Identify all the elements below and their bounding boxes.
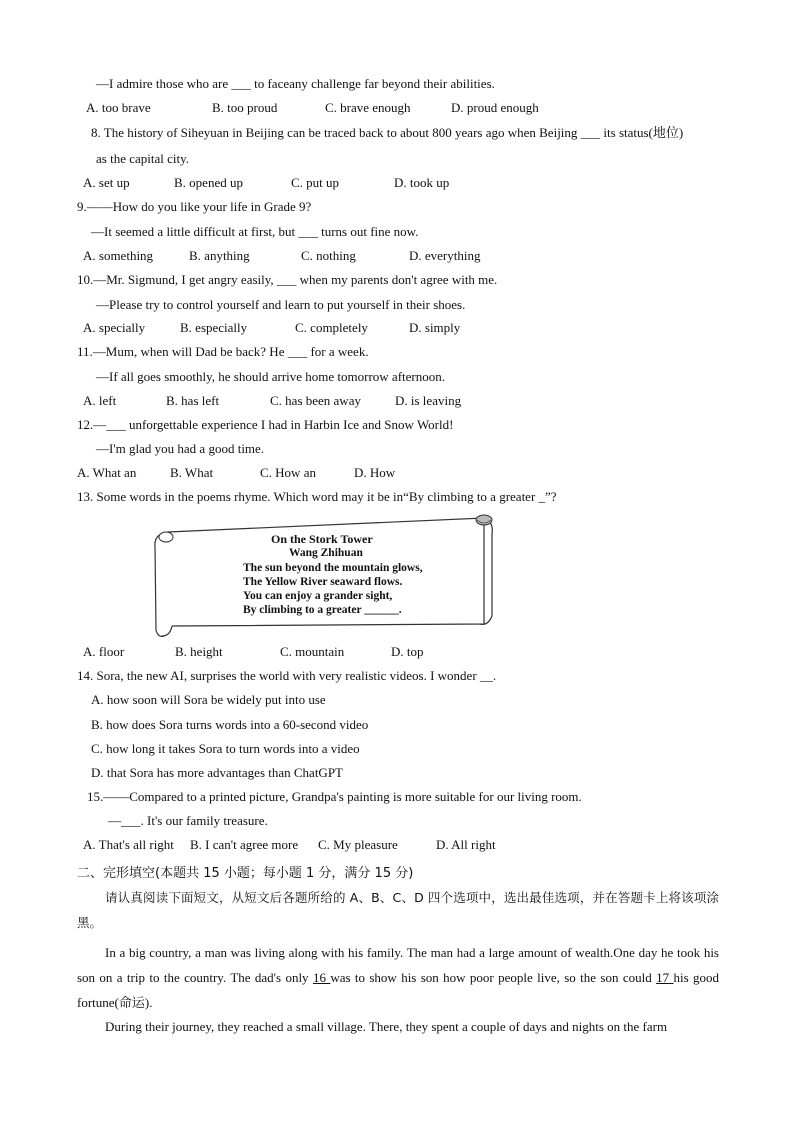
q11-stem: 11.—Mum, when will Dad be back? He ___ for a week. (77, 344, 369, 359)
q13-stem: 13. Some words in the poems rhyme. Which word may it be in“By climbing to a greater _”? (77, 489, 557, 504)
poem-line: The Yellow River seaward flows. (243, 575, 403, 588)
q14-option-a: A. how soon will Sora be widely put into use (91, 692, 326, 707)
q8-option-a: A. set up (83, 175, 130, 190)
q15-option-c: C. My pleasure (318, 837, 398, 852)
q11-reply: —If all goes smoothly, he should arrive home tomorrow afternoon. (96, 369, 445, 384)
q6-reply: —I admire those who are ___ to faceany challenge far beyond their abilities. (96, 76, 495, 91)
q9-option-d: D. everything (409, 248, 481, 263)
q9-option-b: B. anything (189, 248, 250, 263)
q15-option-a: A. That's all right (83, 837, 174, 852)
q13-option-d: D. top (391, 644, 424, 659)
q15-stem: 15.——Compared to a printed picture, Grandpa's painting is more suitable for our living room. (87, 789, 582, 804)
q12-option-b: B. What (170, 465, 214, 480)
q9-reply: —It seemed a little difficult at first, but ___ turns out fine now. (91, 224, 419, 239)
q14-option-b: B. how does Sora turns words into a 60-second video (91, 717, 369, 732)
q13-option-a: A. floor (83, 644, 125, 659)
q11-option-a: A. left (83, 393, 117, 408)
q8-stem-cont: as the capital city. (96, 151, 190, 166)
q9-stem: 9.——How do you like your life in Grade 9? (77, 199, 312, 214)
q11-option-b: B. has left (166, 393, 220, 408)
poem-text (243, 532, 423, 618)
q13-option-c: C. mountain (280, 644, 345, 659)
section-heading: 二、完形填空(本题共 15 小题；每小题 1 分，满分 15 分) (77, 866, 414, 881)
blank-16: 16 (312, 970, 331, 985)
q9-option-a: A. something (83, 248, 154, 263)
q10-option-a: A. specially (83, 320, 146, 335)
q8-stem: 8. The history of Siheyuan in Beijing can be traced back to about 800 years ago when Beijing ___ its status(地位) (91, 125, 684, 140)
q11-option-d: D. is leaving (395, 393, 462, 408)
q13-option-b: B. height (175, 644, 223, 659)
poem-author: Wang Zhihuan (289, 547, 363, 560)
section-instructions: 请认真阅读下面短文，从短文后各题所给的 A、B、C、D 四个选项中，选出最佳选项，并在答题卡上将该项涂黑。 (77, 890, 719, 930)
q9-option-c: C. nothing (301, 248, 356, 263)
q15-reply: —___. It's our family treasure. (108, 813, 268, 828)
q8-option-d: D. took up (394, 175, 450, 190)
q14-stem: 14. Sora, the new AI, surprises the world with very realistic videos. I wonder __. (77, 668, 497, 683)
blank-17: 17 (656, 970, 674, 985)
q12-option-c: C. How an (260, 465, 316, 480)
q6-option-c: C. brave enough (325, 100, 411, 115)
passage-paragraph-2: During their journey, they reached a small village. There, they spent a couple of days and nights on the farm (105, 1019, 668, 1034)
q10-option-d: D. simply (409, 320, 461, 335)
poem-line: The sun beyond the mountain glows, (243, 561, 423, 574)
q8-option-b: B. opened up (174, 175, 243, 190)
q12-reply: —I'm glad you had a good time. (96, 441, 265, 456)
passage-text: In a big country, a man was living along with his family. The man had a large amount of wealth.One day he took his son on a trip to the country. The dad's only (77, 945, 719, 985)
q15-option-d: D. All right (436, 837, 496, 852)
q12-option-d: D. How (354, 465, 396, 480)
q15-option-b: B. I can't agree more (190, 837, 299, 852)
q14-option-c: C. how long it takes Sora to turn words into a video (91, 741, 360, 756)
passage-paragraph-1 (77, 940, 719, 1015)
poem-line: By climbing to a greater ______. (243, 604, 402, 617)
q12-option-a: A. What an (77, 465, 137, 480)
poem-line: You can enjoy a grander sight, (243, 590, 393, 603)
q11-option-c: C. has been away (270, 393, 361, 408)
passage-text: was to show his son how poor people live, so the son could (330, 970, 657, 985)
q6-option-b: B. too proud (212, 100, 278, 115)
q10-reply: —Please try to control yourself and learn to put yourself in their shoes. (96, 297, 466, 312)
q10-option-b: B. especially (180, 320, 248, 335)
passage-text: his good fortune(命运). (77, 970, 720, 1010)
q8-option-c: C. put up (291, 175, 340, 190)
q10-stem: 10.—Mr. Sigmund, I get angry easily, ___ when my parents don't agree with me. (77, 272, 498, 287)
q6-option-d: D. proud enough (451, 100, 539, 115)
q12-stem: 12.—___ unforgettable experience I had in Harbin Ice and Snow World! (77, 417, 454, 432)
q6-option-a: A. too brave (86, 100, 151, 115)
q10-option-c: C. completely (295, 320, 368, 335)
poem-title: On the Stork Tower (271, 532, 373, 546)
q14-option-d: D. that Sora has more advantages than ChatGPT (91, 765, 343, 780)
